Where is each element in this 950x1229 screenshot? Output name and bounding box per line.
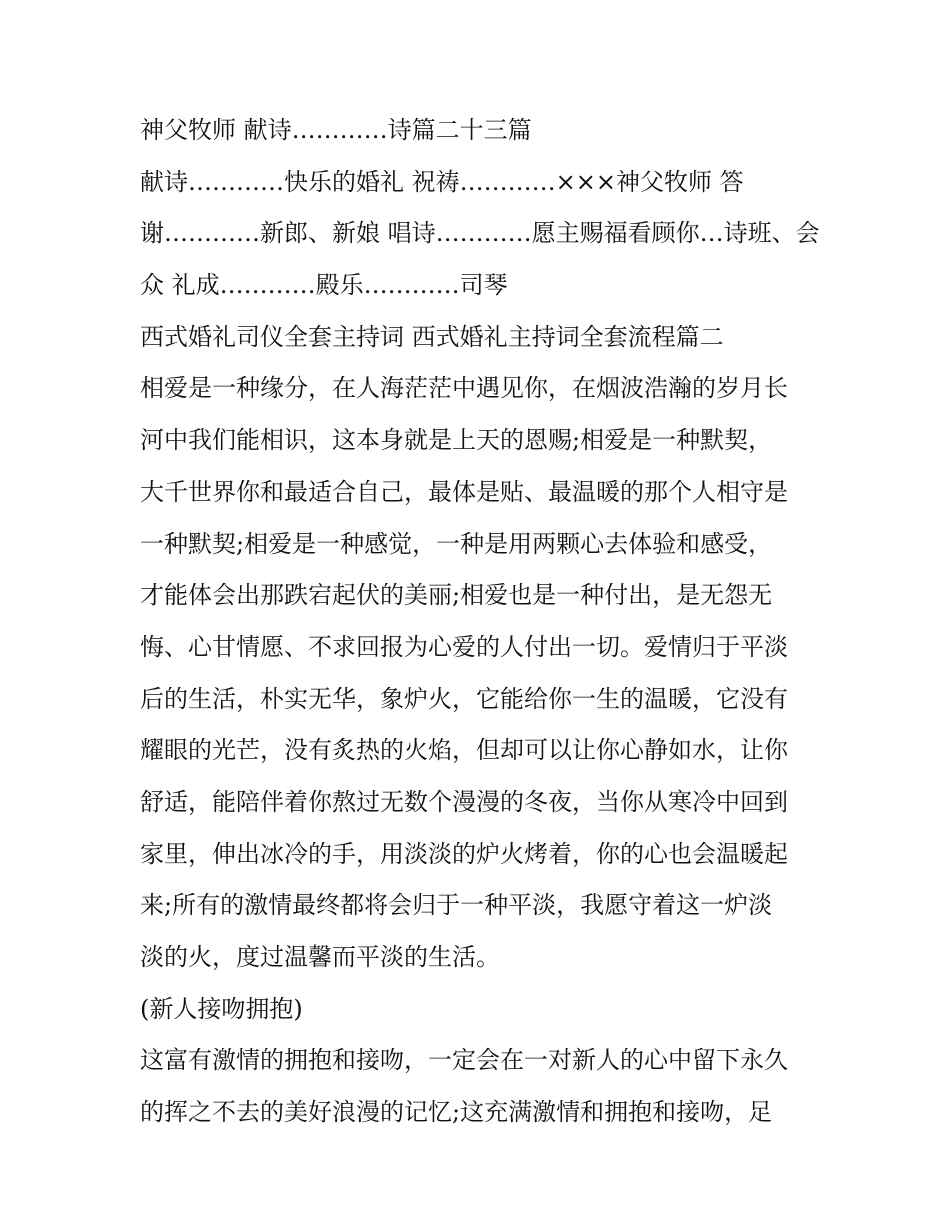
text-line: 众 礼成…………殿乐…………司琴 <box>140 271 508 300</box>
text-line: 河中我们能相识，这本身就是上天的恩赐;相爱是一种默契， <box>140 426 773 455</box>
text-line: 一种默契;相爱是一种感觉，一种是用两颗心去体验和感受， <box>140 529 773 558</box>
text-line: 舒适，能陪伴着你熬过无数个漫漫的冬夜，当你从寒冷中回到 <box>140 787 788 816</box>
text-line: 谢…………新郎、新娘 唱诗…………愿主赐福看顾你…诗班、会 <box>140 219 820 248</box>
document-body <box>140 108 820 1142</box>
text-line: 来;所有的激情最终都将会归于一种平淡，我愿守着这一炉淡 <box>140 891 773 920</box>
text-line: 悔、心甘情愿、不求回报为心爱的人付出一切。爱情归于平淡 <box>140 632 788 661</box>
text-line: 献诗…………快乐的婚礼 祝祷…………×××神父牧师 答 <box>140 167 744 196</box>
text-line: 耀眼的光芒，没有炙热的火焰，但却可以让你心静如水，让你 <box>140 736 788 765</box>
text-line: 神父牧师 献诗…………诗篇二十三篇 <box>140 116 532 144</box>
text-line: 后的生活，朴实无华，象炉火，它能给你一生的温暖，它没有 <box>140 684 788 713</box>
section-heading: 西式婚礼司仪全套主持词 西式婚礼主持词全套流程篇二 <box>140 322 724 351</box>
text-line: 淡的火，度过温馨而平淡的生活。 <box>140 943 500 971</box>
text-line: 家里，伸出冰冷的手，用淡淡的炉火烤着，你的心也会温暖起 <box>140 839 788 868</box>
text-line: 的挥之不去的美好浪漫的记忆;这充满激情和拥抱和接吻，足 <box>140 1098 773 1127</box>
stage-direction: (新人接吻拥抱) <box>140 994 303 1023</box>
text-line: 大千世界你和最适合自己，最体是贴、最温暖的那个人相守是 <box>140 477 788 506</box>
text-line: 相爱是一种缘分，在人海茫茫中遇见你，在烟波浩瀚的岁月长 <box>140 374 788 403</box>
text-line: 才能体会出那跌宕起伏的美丽;相爱也是一种付出，是无怨无 <box>140 581 773 610</box>
text-line: 这富有激情的拥抱和接吻，一定会在一对新人的心中留下永久 <box>140 1046 788 1075</box>
